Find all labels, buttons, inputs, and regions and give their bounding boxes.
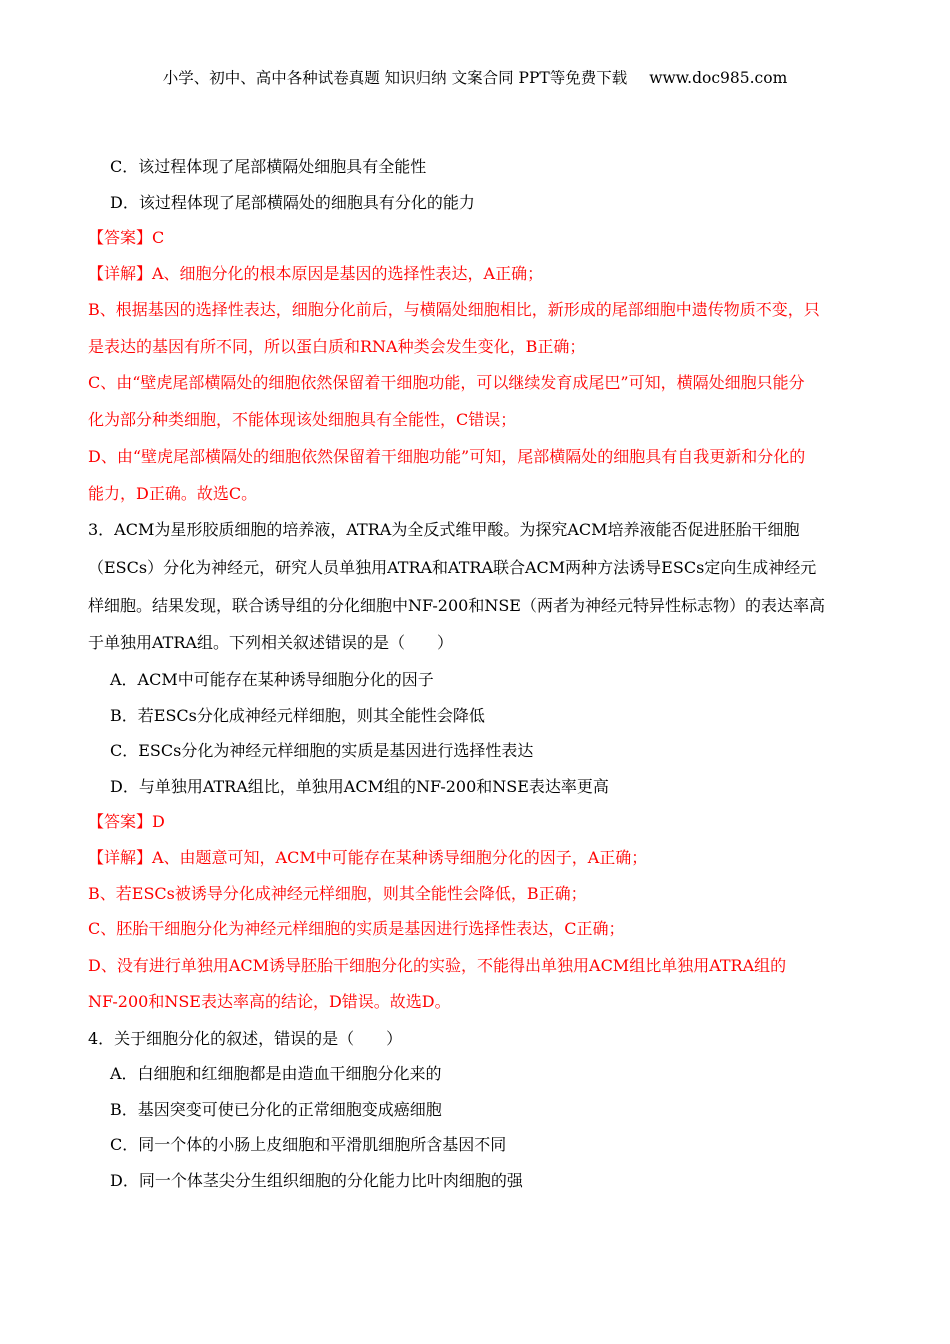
q4-option-d: D．同一个体茎尖分生组织细胞的分化能力比叶肉细胞的强	[110, 1171, 523, 1190]
q4-option-a: A．白细胞和红细胞都是由造血干细胞分化来的	[110, 1064, 442, 1083]
page-header	[0, 66, 950, 88]
header-text: 小学、初中、高中各种试卷真题 知识归纳 文案合同 PPT等免费下载	[162, 69, 628, 87]
q3-stem-line: 3．ACM为星形胶质细胞的培养液，ATRA为全反式维甲酸。为探究ACM培养液能否促进胚胎干细胞	[88, 520, 800, 539]
q4-stem: 4．关于细胞分化的叙述，错误的是（ ）	[88, 1029, 403, 1048]
q3-explanation-line: 【详解】A、由题意可知，ACM中可能存在某种诱导细胞分化的因子，A正确；	[88, 848, 648, 867]
q3-option-a: A．ACM中可能存在某种诱导细胞分化的因子	[110, 670, 434, 689]
q3-explanation-line: D、没有进行单独用ACM诱导胚胎干细胞分化的实验，不能得出单独用ACM组比单独用ATRA组的	[88, 956, 787, 975]
q3-explanation-line: C、胚胎干细胞分化为神经元样细胞的实质是基因进行选择性表达，C正确；	[88, 919, 625, 938]
q2-explanation-line: 是表达的基因有所不同，所以蛋白质和RNA种类会发生变化，B正确；	[88, 337, 586, 356]
q3-option-c: C．ESCs分化为神经元样细胞的实质是基因进行选择性表达	[110, 741, 534, 760]
q3-explanation-line: NF-200和NSE表达率高的结论，D错误。故选D。	[88, 992, 451, 1011]
q3-answer: 【答案】D	[88, 812, 165, 831]
q4-option-c: C．同一个体的小肠上皮细胞和平滑肌细胞所含基因不同	[110, 1135, 507, 1154]
q3-option-b: B．若ESCs分化成神经元样细胞，则其全能性会降低	[110, 706, 485, 725]
header-site: www.doc985.com	[649, 69, 788, 87]
q3-stem-line: 样细胞。结果发现，联合诱导组的分化细胞中NF-200和NSE（两者为神经元特异性标志物）的表达率高	[88, 596, 825, 615]
q2-explanation-line: 能力，D正确。故选C。	[88, 484, 258, 503]
q3-stem-line: （ESCs）分化为神经元，研究人员单独用ATRA和ATRA联合ACM两种方法诱导ESCs定向生成神经元	[88, 558, 817, 577]
q2-option-c: C．该过程体现了尾部横隔处细胞具有全能性	[110, 157, 427, 176]
q2-answer: 【答案】C	[88, 228, 165, 247]
q2-explanation-line: B、根据基因的选择性表达，细胞分化前后，与横隔处细胞相比，新形成的尾部细胞中遗传物质不变，只	[88, 300, 820, 319]
q3-stem-line: 于单独用ATRA组。下列相关叙述错误的是（ ）	[88, 633, 453, 652]
q3-explanation-line: B、若ESCs被诱导分化成神经元样细胞，则其全能性会降低，B正确；	[88, 884, 587, 903]
q2-option-d: D．该过程体现了尾部横隔处的细胞具有分化的能力	[110, 193, 475, 212]
q4-option-b: B．基因突变可使已分化的正常细胞变成癌细胞	[110, 1100, 442, 1119]
q2-explanation-line: D、由“壁虎尾部横隔处的细胞依然保留着干细胞功能”可知，尾部横隔处的细胞具有自我更新和分化的	[88, 447, 806, 466]
q2-explanation-line: 【详解】A、细胞分化的根本原因是基因的选择性表达，A正确；	[88, 264, 544, 283]
q2-explanation-line: 化为部分种类细胞，不能体现该处细胞具有全能性，C错误；	[88, 410, 517, 429]
q2-explanation-line: C、由“壁虎尾部横隔处的细胞依然保留着干细胞功能，可以继续发育成尾巴”可知，横隔处细胞只能分	[88, 373, 805, 392]
q3-option-d: D．与单独用ATRA组比，单独用ACM组的NF-200和NSE表达率更高	[110, 777, 609, 796]
